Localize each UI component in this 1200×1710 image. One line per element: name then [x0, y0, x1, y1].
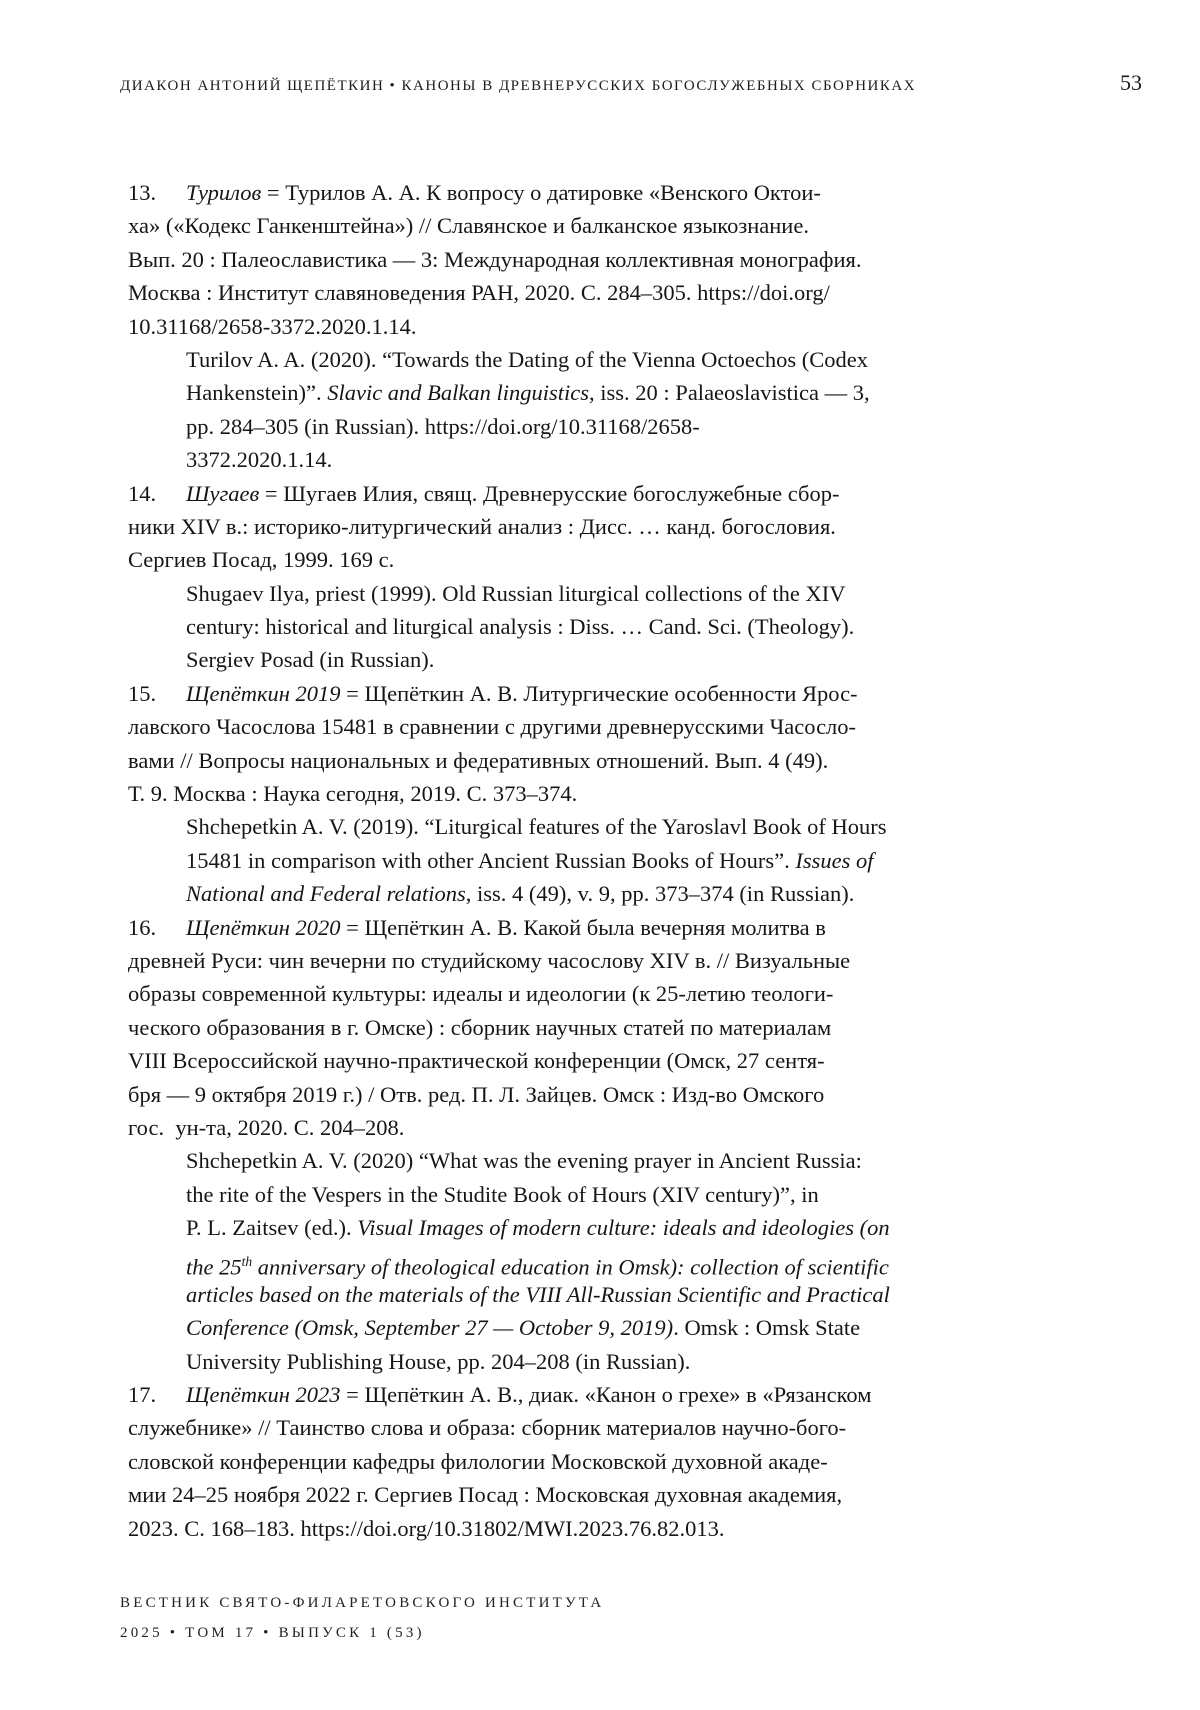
text-run: Issues of [795, 847, 874, 873]
ref-line [186, 877, 890, 910]
ref-line [128, 310, 890, 343]
ref-line [186, 376, 890, 409]
text-run: Щепёткин 2023 [186, 1382, 341, 1408]
ref-line [128, 1378, 890, 1411]
issue-line: 2025 • ТОМ 17 • ВЫПУСК 1 (53) [120, 1625, 425, 1641]
ref-number: 17. [128, 1382, 157, 1408]
text-run: the 25 [186, 1254, 242, 1279]
text-run: бря — 9 октября 2019 г.) / Отв. ред. П. Л. Зайцев. Омск : Изд-во Омского [128, 1081, 825, 1107]
page-header [120, 72, 1142, 95]
text-run: ха» («Кодекс Ганкенштейна») // Славянское и балканское языкознание. [128, 213, 809, 239]
ref-english-block [186, 343, 890, 477]
ref-russian-block [128, 477, 890, 577]
ref-line [186, 410, 890, 443]
text-run: century: historical and liturgical analysis : Diss. … Cand. Sci. (Theology). [186, 614, 855, 640]
ref-line [128, 1011, 890, 1044]
text-run: National and Federal relations [186, 881, 466, 907]
text-run: 2023. С. 168–183. https://doi.org/10.31802/MWI.2023.76.82.013. [128, 1515, 725, 1541]
text-run: , iss. 4 (49), v. 9, pp. 373–374 (in Russian). [465, 881, 855, 907]
ref-line [186, 1178, 890, 1211]
page-number: 53 [1120, 70, 1142, 95]
text-run: Sergiev Posad (in Russian). [186, 647, 435, 673]
text-run: Щепёткин 2019 [186, 680, 341, 706]
text-run: 10.31168/2658-3372.2020.1.14. [128, 313, 417, 339]
text-run: pp. 284–305 (in Russian). https://doi.org/10.31168/2658- [186, 413, 700, 439]
ref-number: 14. [128, 480, 157, 506]
ref-russian-block [128, 911, 890, 1145]
ref-line [186, 1211, 890, 1244]
references-list [128, 176, 890, 1545]
ref-line [186, 1245, 890, 1278]
text-run: = Турилов А. А. К вопросу о датировке «Венского Октои- [261, 180, 821, 205]
reference-entry [128, 176, 890, 477]
reference-entry [128, 677, 890, 911]
text-run: вами // Вопросы национальных и федеративных отношений. Вып. 4 (49). [128, 747, 829, 773]
text-run: anniversary of theological education in Omsk): collection of scientific [252, 1254, 889, 1279]
text-run: = Щепёткин А. В. Какой была вечерняя молитва в [340, 914, 826, 940]
ref-line [128, 1445, 890, 1478]
text-run: Shugaev Ilya, priest (1999). Old Russian liturgical collections of the XIV [186, 580, 846, 606]
text-run: словской конференции кафедры филологии Московской духовной акаде- [128, 1448, 828, 1474]
ref-line [186, 343, 890, 376]
text-run: ники XIV в.: историко-литургический анализ : Дисс. … канд. богословия. [128, 513, 836, 539]
ref-line [186, 443, 890, 476]
text-run: Сергиев Посад, 1999. 169 с. [128, 547, 395, 573]
text-run: Visual Images of modern culture: ideals and ideologies (on [357, 1215, 890, 1241]
ref-number: 15. [128, 680, 157, 706]
ref-line [186, 577, 890, 610]
reference-entry [128, 1378, 890, 1545]
text-run: древней Руси: чин вечерни по студийскому часослову XIV в. // Визуальные [128, 947, 851, 973]
ref-line [128, 944, 890, 977]
ref-russian-block [128, 176, 890, 343]
text-run: Turilov A. A. (2020). “Towards the Dating of the Vienna Octoechos (Codex [186, 346, 868, 372]
text-run: образы современной культуры: идеалы и идеологии (к 25-летию теологи- [128, 981, 834, 1007]
text-run: Вып. 20 : Палеославистика — 3: Международная коллективная монография. [128, 246, 862, 272]
ref-line [128, 1411, 890, 1444]
text-run: = Шугаев Илия, свящ. Древнерусские богослужебные сбор- [259, 480, 840, 506]
reference-entry [128, 911, 890, 1378]
text-run: лавского Часослова 15481 в сравнении с другими древнерусскими Часосло- [128, 714, 857, 740]
ref-english-block [186, 577, 890, 677]
text-run: th [241, 1253, 253, 1269]
ref-line [128, 510, 890, 543]
ref-line [128, 243, 890, 276]
ref-line [186, 610, 890, 643]
ref-number: 16. [128, 914, 157, 940]
text-run: 3372.2020.1.14. [186, 447, 333, 473]
ref-line [128, 276, 890, 309]
ref-line [128, 1478, 890, 1511]
ref-line [128, 1044, 890, 1077]
text-run: = Щепёткин А. В., диак. «Канон о грехе» в «Рязанском [340, 1382, 872, 1408]
text-run: Conference (Omsk, September 27 — October 9, 2019) [186, 1315, 674, 1341]
ref-line [186, 643, 890, 676]
ref-line [128, 209, 890, 242]
ref-line [128, 477, 890, 510]
text-run: VIII Всероссийской научно-практической конференции (Омск, 27 сентя- [128, 1048, 825, 1074]
ref-number: 13. [128, 180, 157, 205]
ref-line [128, 1512, 890, 1545]
reference-entry [128, 477, 890, 677]
text-run: Шугаев [186, 480, 260, 506]
text-run: мии 24–25 ноября 2022 г. Сергиев Посад : Московская духовная академия, [128, 1482, 843, 1508]
ref-line [128, 677, 890, 710]
text-run: 15481 in comparison with other Ancient Russian Books of Hours”. [186, 847, 796, 873]
ref-line [128, 543, 890, 576]
text-run: articles based on the materials of the VIII All-Russian Scientific and Practical [186, 1281, 890, 1307]
ref-line [128, 1111, 890, 1144]
ref-line [128, 710, 890, 743]
ref-line [186, 810, 890, 843]
ref-line [128, 977, 890, 1010]
text-run: Турилов [186, 180, 262, 205]
text-run: P. L. Zaitsev (ed.). [186, 1215, 358, 1241]
ref-line [186, 844, 890, 877]
ref-line [128, 911, 890, 944]
text-run: гос. ун-та, 2020. С. 204–208. [128, 1114, 405, 1140]
text-run: Shchepetkin A. V. (2019). “Liturgical features of the Yaroslavl Book of Hours [186, 814, 887, 840]
text-run: ческого образования в г. Омске) : сборник научных статей по материалам [128, 1014, 832, 1040]
text-run: = Щепёткин А. В. Литургические особенности Ярос- [340, 680, 858, 706]
ref-line [186, 1278, 890, 1311]
text-run: Shchepetkin A. V. (2020) “What was the evening prayer in Ancient Russia: [186, 1148, 862, 1174]
text-run: служебнике» // Таинство слова и образа: сборник материалов научно-бого- [128, 1415, 847, 1441]
ref-line [186, 1144, 890, 1177]
text-run: , iss. 20 : Palaeoslavistica — 3, [589, 380, 870, 406]
text-run: the rite of the Vespers in the Studite Book of Hours (XIV century)”, in [186, 1181, 819, 1207]
ref-line [186, 1345, 890, 1378]
ref-line [128, 744, 890, 777]
running-title: ДИАКОН АНТОНИЙ ЩЕПЁТКИН • КАНОНЫ В ДРЕВНЕРУССКИХ БОГОСЛУЖЕБНЫХ СБОРНИКАХ [120, 78, 917, 94]
ref-line [186, 1311, 890, 1344]
text-run: Slavic and Balkan linguistics [327, 380, 590, 406]
ref-line [128, 1078, 890, 1111]
ref-russian-block [128, 1378, 890, 1545]
text-run: . Omsk : Omsk State [673, 1315, 861, 1341]
text-run: University Publishing House, pp. 204–208 (in Russian). [186, 1348, 691, 1374]
ref-line [128, 176, 890, 209]
ref-english-block [186, 1144, 890, 1378]
text-run: Москва : Институт славяноведения РАН, 2020. С. 284–305. https://doi.org/ [128, 280, 830, 306]
text-run: Hankenstein)”. [186, 380, 328, 406]
page-footer [120, 1588, 604, 1648]
text-run: Щепёткин 2020 [186, 914, 341, 940]
journal-title: ВЕСТНИК СВЯТО-ФИЛАРЕТОВСКОГО ИНСТИТУТА [120, 1595, 605, 1611]
ref-russian-block [128, 677, 890, 811]
ref-english-block [186, 810, 890, 910]
text-run: Т. 9. Москва : Наука сегодня, 2019. С. 373–374. [128, 781, 578, 807]
ref-line [128, 777, 890, 810]
